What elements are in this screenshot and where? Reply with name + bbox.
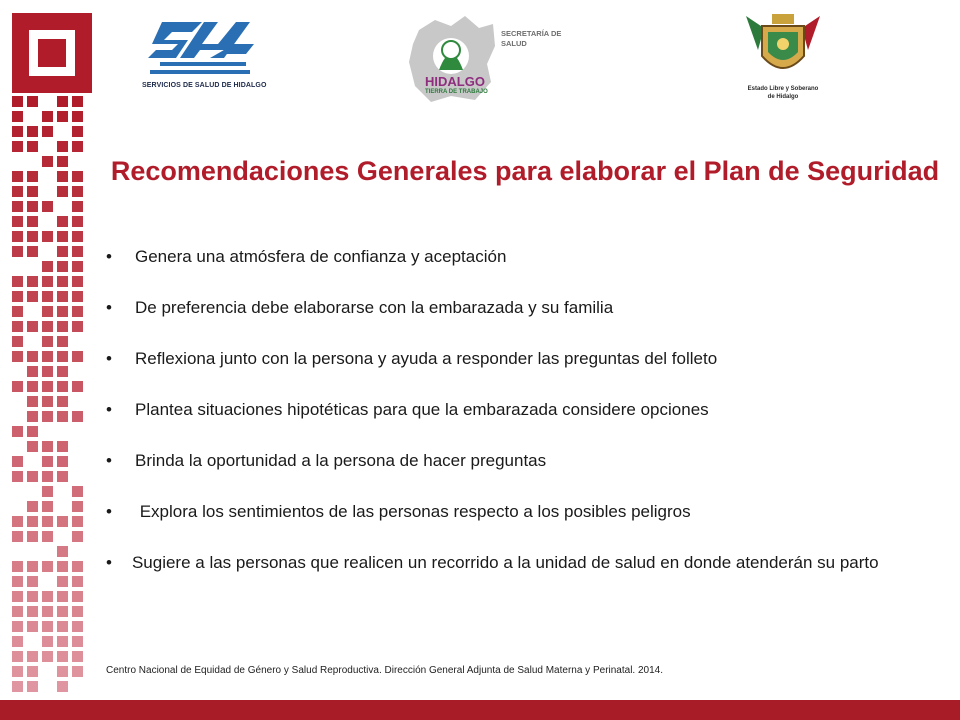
bullet-icon: • [106,400,112,419]
brand-square-icon [12,13,92,93]
estado-caption: Estado Libre y Soberano de Hidalgo [747,86,819,100]
list-item: • Sugiere a las personas que realicen un recorrido a la unidad de salud en donde atenderán su parto [106,553,879,572]
footer-bar [0,700,960,720]
tierra-de-trabajo-slogan: TIERRA DE TRABAJO [425,89,488,95]
hidalgo-wordmark: HIDALGO [425,74,485,89]
ssh-caption: SERVICIOS DE SALUD DE HIDALGO [142,82,267,89]
list-item: • Genera una atmósfera de confianza y aceptación [106,247,507,266]
list-item: • Brinda la oportunidad a la persona de hacer preguntas [106,451,547,470]
list-item: • Reflexiona junto con la persona y ayuda a responder las preguntas del folleto [106,349,718,368]
side-mosaic-decoration [0,96,100,700]
list-item: • De preferencia debe elaborarse con la embarazada y su familia [106,298,614,317]
coat-of-arms-icon [738,10,828,106]
list-item: • Plantea situaciones hipotéticas para que la embarazada considere opciones [106,400,709,419]
page-title: Recomendaciones Generales para elaborar el Plan de Seguridad [110,156,940,186]
secretaria-label: SECRETARÍA DE SALUD [501,29,562,48]
footer-credit: Centro Nacional de Equidad de Género y Salud Reproductiva. Dirección General Adjunta de Salud Materna y Perinatal. 2014. [106,665,664,676]
bullet-icon: • [106,247,112,266]
bullet-icon: • [106,349,112,368]
recommendations-list [106,246,940,603]
bullet-icon: • [106,298,112,317]
bullet-icon: • [106,451,112,470]
bullet-icon: • [106,553,112,572]
secretaria-de-salud-logo-icon [405,12,575,104]
list-item: • Explora los sentimientos de las personas respecto a los posibles peligros [106,502,691,521]
bullet-icon: • [106,502,112,521]
servicios-de-salud-logo-icon [142,18,267,94]
